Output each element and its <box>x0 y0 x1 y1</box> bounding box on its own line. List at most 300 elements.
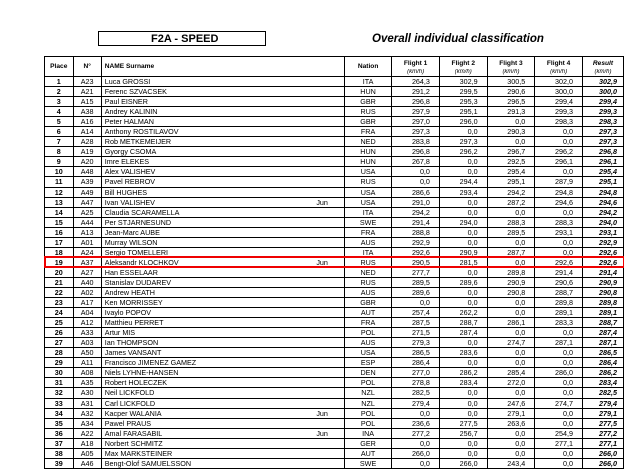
table-row <box>45 107 624 117</box>
table-row <box>45 157 624 167</box>
place-cell: 28 <box>45 348 74 358</box>
flight-2-cell: 294,4 <box>439 177 487 187</box>
flight-1-cell: 0,0 <box>392 177 440 187</box>
result-cell: 287,1 <box>582 338 623 348</box>
number-cell: A40 <box>73 277 101 287</box>
flight-2-cell: 299,5 <box>439 87 487 97</box>
flight-1-cell: 277,2 <box>392 428 440 438</box>
name-cell <box>101 448 344 458</box>
table-row <box>45 398 624 408</box>
pilot-name: Amal FARASABIL <box>104 428 163 438</box>
table-row <box>45 207 624 217</box>
flight-3-cell: 296,5 <box>487 97 535 107</box>
number-cell: A11 <box>73 358 101 368</box>
flight-2-cell: 0,0 <box>439 358 487 368</box>
unit-flight-1: (km/h) <box>392 69 440 77</box>
name-cell <box>101 227 344 237</box>
result-cell: 297,3 <box>582 137 623 147</box>
name-cell <box>101 237 344 247</box>
flight-1-cell: 0,0 <box>392 458 440 468</box>
flight-1-cell: 0,0 <box>392 438 440 448</box>
pilot-name: Matthieu PERRET <box>104 318 164 328</box>
number-cell: A47 <box>73 197 101 207</box>
result-cell: 286,4 <box>582 358 623 368</box>
nation-cell: HUN <box>344 147 391 157</box>
name-cell <box>101 257 344 267</box>
number-cell: A13 <box>73 227 101 237</box>
flight-4-cell: 289,8 <box>535 298 583 308</box>
flight-2-cell: 256,7 <box>439 428 487 438</box>
flight-2-cell: 296,0 <box>439 117 487 127</box>
nation-cell: NZL <box>344 398 391 408</box>
nation-cell: RUS <box>344 257 391 267</box>
name-cell <box>101 137 344 147</box>
flight-2-cell: 295,3 <box>439 97 487 107</box>
nation-cell: ESP <box>344 358 391 368</box>
nation-cell: GBR <box>344 298 391 308</box>
place-cell: 16 <box>45 227 74 237</box>
table-row <box>45 287 624 297</box>
pilot-name: Andrey KALININ <box>104 107 158 117</box>
flight-1-cell: 279,4 <box>392 398 440 408</box>
result-cell: 286,5 <box>582 348 623 358</box>
result-cell: 292,6 <box>582 247 623 257</box>
flight-2-cell: 295,1 <box>439 107 487 117</box>
flight-4-cell: 291,4 <box>535 267 583 277</box>
pilot-name: Jean-Marc AUBE <box>104 227 160 237</box>
flight-4-cell: 299,3 <box>535 107 583 117</box>
flight-3-cell: 294,2 <box>487 187 535 197</box>
nation-cell: RUS <box>344 277 391 287</box>
flight-3-cell: 296,7 <box>487 147 535 157</box>
nation-cell: HUN <box>344 157 391 167</box>
name-cell <box>101 378 344 388</box>
number-cell: A21 <box>73 87 101 97</box>
result-cell: 292,6 <box>582 257 623 267</box>
flight-1-cell: 0,0 <box>392 298 440 308</box>
place-cell: 26 <box>45 328 74 338</box>
flight-4-cell: 0,0 <box>535 448 583 458</box>
pilot-name: Ivan VALISHEV <box>104 197 155 207</box>
flight-3-cell: 0,0 <box>487 448 535 458</box>
pilot-name: Carl LICKFOLD <box>104 398 156 408</box>
nation-cell: NED <box>344 137 391 147</box>
result-cell: 277,1 <box>582 438 623 448</box>
nation-cell: HUN <box>344 87 391 97</box>
name-cell <box>101 458 344 468</box>
flight-2-cell: 302,9 <box>439 77 487 87</box>
place-cell: 8 <box>45 147 74 157</box>
place-cell: 20 <box>45 267 74 277</box>
flight-4-cell: 287,9 <box>535 177 583 187</box>
flight-4-cell: 296,2 <box>535 147 583 157</box>
nation-cell: AUS <box>344 237 391 247</box>
name-cell <box>101 308 344 318</box>
flight-1-cell: 292,9 <box>392 237 440 247</box>
pilot-name: Pavel REBROV <box>104 177 156 187</box>
flight-4-cell: 0,0 <box>535 247 583 257</box>
flight-2-cell: 0,0 <box>439 388 487 398</box>
place-cell: 36 <box>45 428 74 438</box>
flight-3-cell: 0,0 <box>487 137 535 147</box>
flight-2-cell: 287,4 <box>439 328 487 338</box>
flight-2-cell: 0,0 <box>439 127 487 137</box>
place-cell: 9 <box>45 157 74 167</box>
flight-3-cell: 272,0 <box>487 378 535 388</box>
name-cell <box>101 408 344 418</box>
flight-3-cell: 243,4 <box>487 458 535 468</box>
name-cell <box>101 398 344 408</box>
number-cell: A01 <box>73 237 101 247</box>
flight-3-cell: 287,7 <box>487 247 535 257</box>
result-cell: 294,6 <box>582 197 623 207</box>
flight-2-cell: 262,2 <box>439 308 487 318</box>
pilot-name: Han ESSELAAR <box>104 267 158 277</box>
flight-2-cell: 0,0 <box>439 197 487 207</box>
flight-3-cell: 290,3 <box>487 127 535 137</box>
header-nation: Nation <box>344 57 391 77</box>
flight-1-cell: 267,8 <box>392 157 440 167</box>
flight-3-cell: 0,0 <box>487 237 535 247</box>
flight-1-cell: 286,4 <box>392 358 440 368</box>
table-row <box>45 267 624 277</box>
pilot-name: Anthony ROSTILAVOV <box>104 127 179 137</box>
name-cell <box>101 187 344 197</box>
place-cell: 38 <box>45 448 74 458</box>
table-row <box>45 438 624 448</box>
nation-cell: RUS <box>344 177 391 187</box>
flight-1-cell: 277,0 <box>392 368 440 378</box>
flight-2-cell: 294,0 <box>439 217 487 227</box>
number-cell: A34 <box>73 418 101 428</box>
pilot-name: Ferenc SZVACSEK <box>104 87 167 97</box>
flight-3-cell: 0,0 <box>487 438 535 448</box>
name-cell <box>101 287 344 297</box>
page-subtitle: Overall individual classification <box>372 33 544 45</box>
flight-1-cell: 296,8 <box>392 97 440 107</box>
flight-1-cell: 291,4 <box>392 217 440 227</box>
flight-1-cell: 297,3 <box>392 127 440 137</box>
table-row <box>45 227 624 237</box>
result-cell: 299,4 <box>582 97 623 107</box>
nation-cell: FRA <box>344 318 391 328</box>
flight-3-cell: 0,0 <box>487 388 535 398</box>
table-row <box>45 308 624 318</box>
flight-3-cell: 291,3 <box>487 107 535 117</box>
pilot-name: Ian THOMPSON <box>104 338 159 348</box>
number-cell: A22 <box>73 428 101 438</box>
result-cell: 283,4 <box>582 378 623 388</box>
header-number: N° <box>73 57 101 77</box>
flight-1-cell: 297,0 <box>392 117 440 127</box>
table-row <box>45 298 624 308</box>
flight-4-cell: 0,0 <box>535 418 583 428</box>
flight-3-cell: 290,8 <box>487 287 535 297</box>
result-cell: 266,0 <box>582 448 623 458</box>
flight-3-cell: 289,5 <box>487 227 535 237</box>
table-row <box>45 127 624 137</box>
flight-2-cell: 0,0 <box>439 298 487 308</box>
flight-1-cell: 292,6 <box>392 247 440 257</box>
table-row <box>45 428 624 438</box>
flight-4-cell: 0,0 <box>535 237 583 247</box>
unit-result: (km/h) <box>582 69 623 77</box>
junior-tag: Jun <box>316 428 328 438</box>
flight-2-cell: 0,0 <box>439 207 487 217</box>
flight-3-cell: 0,0 <box>487 117 535 127</box>
number-cell: A14 <box>73 127 101 137</box>
number-cell: A25 <box>73 207 101 217</box>
flight-4-cell: 0,0 <box>535 328 583 338</box>
result-cell: 290,9 <box>582 277 623 287</box>
pilot-name: Neil LICKFOLD <box>104 388 155 398</box>
number-cell: A32 <box>73 408 101 418</box>
flight-3-cell: 290,6 <box>487 87 535 97</box>
result-cell: 277,5 <box>582 418 623 428</box>
name-cell <box>101 388 344 398</box>
flight-3-cell: 295,1 <box>487 177 535 187</box>
table-row <box>45 338 624 348</box>
place-cell: 19 <box>45 257 74 267</box>
nation-cell: ITA <box>344 207 391 217</box>
flight-1-cell: 278,8 <box>392 378 440 388</box>
flight-4-cell: 0,0 <box>535 207 583 217</box>
place-cell: 22 <box>45 287 74 297</box>
name-cell <box>101 328 344 338</box>
number-cell: A46 <box>73 458 101 468</box>
flight-1-cell: 0,0 <box>392 408 440 418</box>
pilot-name: Ivaylo POPOV <box>104 308 152 318</box>
flight-3-cell: 263,6 <box>487 418 535 428</box>
name-cell <box>101 318 344 328</box>
nation-cell: USA <box>344 187 391 197</box>
flight-4-cell: 290,6 <box>535 277 583 287</box>
table-row <box>45 247 624 257</box>
pilot-name: Gyorgy CSOMA <box>104 147 157 157</box>
result-cell: 286,2 <box>582 368 623 378</box>
header-result: Result <box>582 57 623 70</box>
result-cell: 282,5 <box>582 388 623 398</box>
number-cell: A48 <box>73 167 101 177</box>
nation-cell: USA <box>344 197 391 207</box>
result-cell: 297,3 <box>582 127 623 137</box>
flight-2-cell: 0,0 <box>439 287 487 297</box>
place-cell: 25 <box>45 318 74 328</box>
flight-3-cell: 0,0 <box>487 308 535 318</box>
flight-2-cell: 290,9 <box>439 247 487 257</box>
place-cell: 37 <box>45 438 74 448</box>
pilot-name: Pawel PRAUS <box>104 418 152 428</box>
place-cell: 34 <box>45 408 74 418</box>
flight-1-cell: 266,0 <box>392 448 440 458</box>
name-cell <box>101 87 344 97</box>
place-cell: 11 <box>45 177 74 187</box>
flight-2-cell: 0,0 <box>439 398 487 408</box>
flight-2-cell: 289,6 <box>439 277 487 287</box>
place-cell: 2 <box>45 87 74 97</box>
place-cell: 10 <box>45 167 74 177</box>
table-row <box>45 368 624 378</box>
name-cell <box>101 368 344 378</box>
name-cell <box>101 77 344 87</box>
number-cell: A16 <box>73 117 101 127</box>
result-cell: 296,8 <box>582 147 623 157</box>
place-cell: 31 <box>45 378 74 388</box>
place-cell: 5 <box>45 117 74 127</box>
flight-2-cell: 288,7 <box>439 318 487 328</box>
number-cell: A20 <box>73 157 101 167</box>
result-cell: 300,0 <box>582 87 623 97</box>
flight-1-cell: 283,8 <box>392 137 440 147</box>
pilot-name: Bengt-Olof SAMUELSSON <box>104 458 192 468</box>
nation-cell: AUS <box>344 287 391 297</box>
junior-tag: Jun <box>316 197 328 207</box>
header-flight-3: Flight 3 <box>487 57 535 70</box>
number-cell: A30 <box>73 388 101 398</box>
flight-4-cell: 277,1 <box>535 438 583 448</box>
result-cell: 294,0 <box>582 217 623 227</box>
pilot-name: Paul EISNER <box>104 97 148 107</box>
flight-4-cell: 0,0 <box>535 167 583 177</box>
nation-cell: AUT <box>344 308 391 318</box>
flight-4-cell: 0,0 <box>535 408 583 418</box>
place-cell: 3 <box>45 97 74 107</box>
pilot-name: Claudia SCARAMELLA <box>104 207 180 217</box>
nation-cell: AUT <box>344 448 391 458</box>
flight-4-cell: 0,0 <box>535 458 583 468</box>
place-cell: 23 <box>45 298 74 308</box>
flight-4-cell: 298,3 <box>535 117 583 127</box>
table-row <box>45 147 624 157</box>
pilot-name: Bill HUGHES <box>104 187 148 197</box>
name-cell <box>101 207 344 217</box>
flight-3-cell: 247,6 <box>487 398 535 408</box>
flight-2-cell: 286,2 <box>439 368 487 378</box>
place-cell: 35 <box>45 418 74 428</box>
nation-cell: ITA <box>344 247 391 257</box>
result-cell: 302,9 <box>582 77 623 87</box>
flight-2-cell: 277,5 <box>439 418 487 428</box>
name-cell <box>101 428 344 438</box>
table-row <box>45 348 624 358</box>
flight-2-cell: 0,0 <box>439 338 487 348</box>
place-cell: 18 <box>45 247 74 257</box>
result-cell: 266,0 <box>582 458 623 468</box>
flight-1-cell: 282,5 <box>392 388 440 398</box>
nation-cell: NED <box>344 267 391 277</box>
flight-2-cell: 0,0 <box>439 157 487 167</box>
number-cell: A17 <box>73 298 101 308</box>
number-cell: A50 <box>73 348 101 358</box>
flight-4-cell: 274,7 <box>535 398 583 408</box>
flight-3-cell: 0,0 <box>487 257 535 267</box>
number-cell: A19 <box>73 147 101 157</box>
flight-3-cell: 0,0 <box>487 328 535 338</box>
nation-cell: POL <box>344 418 391 428</box>
nation-cell: POL <box>344 408 391 418</box>
flight-1-cell: 287,5 <box>392 318 440 328</box>
table-row <box>45 358 624 368</box>
table-row <box>45 458 624 468</box>
flight-3-cell: 295,4 <box>487 167 535 177</box>
name-cell <box>101 157 344 167</box>
place-cell: 30 <box>45 368 74 378</box>
result-cell: 279,4 <box>582 398 623 408</box>
junior-tag: Jun <box>316 257 328 267</box>
number-cell: A33 <box>73 328 101 338</box>
flight-4-cell: 0,0 <box>535 388 583 398</box>
nation-cell: POL <box>344 378 391 388</box>
name-cell <box>101 97 344 107</box>
result-cell: 287,4 <box>582 328 623 338</box>
result-cell: 292,9 <box>582 237 623 247</box>
result-cell: 289,1 <box>582 308 623 318</box>
flight-4-cell: 286,0 <box>535 368 583 378</box>
flight-4-cell: 294,6 <box>535 197 583 207</box>
nation-cell: GBR <box>344 117 391 127</box>
flight-4-cell: 293,1 <box>535 227 583 237</box>
flight-2-cell: 0,0 <box>439 167 487 177</box>
place-cell: 13 <box>45 197 74 207</box>
flight-4-cell: 0,0 <box>535 137 583 147</box>
flight-3-cell: 290,9 <box>487 277 535 287</box>
flight-4-cell: 300,0 <box>535 87 583 97</box>
flight-4-cell: 302,0 <box>535 77 583 87</box>
flight-4-cell: 283,3 <box>535 318 583 328</box>
table-row <box>45 177 624 187</box>
name-cell <box>101 107 344 117</box>
nation-cell: SWE <box>344 217 391 227</box>
name-cell <box>101 147 344 157</box>
junior-tag: Jun <box>316 408 328 418</box>
place-cell: 12 <box>45 187 74 197</box>
number-cell: A04 <box>73 308 101 318</box>
number-cell: A23 <box>73 77 101 87</box>
flight-3-cell: 285,4 <box>487 368 535 378</box>
flight-1-cell: 289,6 <box>392 287 440 297</box>
page-title: F2A - SPEED <box>98 31 266 46</box>
name-cell <box>101 167 344 177</box>
unit-flight-3: (km/h) <box>487 69 535 77</box>
flight-2-cell: 293,4 <box>439 187 487 197</box>
flight-2-cell: 281,5 <box>439 257 487 267</box>
name-cell <box>101 438 344 448</box>
flight-1-cell: 289,5 <box>392 277 440 287</box>
nation-cell: INA <box>344 428 391 438</box>
result-cell: 296,1 <box>582 157 623 167</box>
flight-4-cell: 287,1 <box>535 338 583 348</box>
flight-1-cell: 290,5 <box>392 257 440 267</box>
flight-1-cell: 288,8 <box>392 227 440 237</box>
pilot-name: Niels LYHNE-HANSEN <box>104 368 179 378</box>
flight-4-cell: 289,1 <box>535 308 583 318</box>
name-cell <box>101 247 344 257</box>
result-cell: 299,3 <box>582 107 623 117</box>
pilot-name: Murray WILSON <box>104 237 158 247</box>
flight-3-cell: 279,1 <box>487 408 535 418</box>
number-cell: A24 <box>73 247 101 257</box>
flight-1-cell: 257,4 <box>392 308 440 318</box>
place-cell: 7 <box>45 137 74 147</box>
name-cell <box>101 277 344 287</box>
place-cell: 33 <box>45 398 74 408</box>
pilot-name: Andrew HEATH <box>104 288 155 297</box>
flight-2-cell: 266,0 <box>439 458 487 468</box>
name-cell <box>101 217 344 227</box>
table-row <box>45 237 624 247</box>
name-cell <box>101 117 344 127</box>
pilot-name: Sergio TOMELLERI <box>104 247 169 257</box>
